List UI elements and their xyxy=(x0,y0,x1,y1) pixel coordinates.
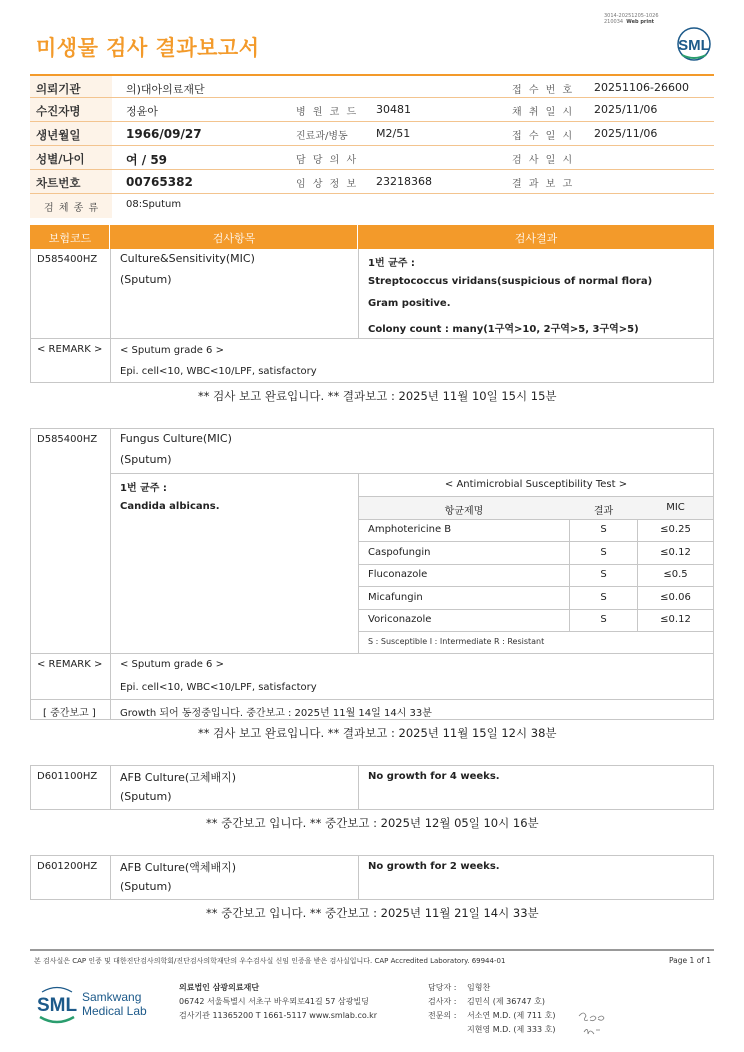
staff-role: 전문의 : xyxy=(428,1011,457,1020)
label-sex-age: 성별/나이 xyxy=(36,152,85,166)
ast-drug: Fluconazole xyxy=(368,569,428,580)
test1-result-line: Streptococcus viridans(suspicious of normal flora) xyxy=(368,276,653,287)
org-address: 06742 서울특별시 서초구 바우뫼로41길 57 삼광빌딩 xyxy=(179,997,369,1006)
test3-result: No growth for 4 weeks. xyxy=(368,771,500,782)
ast-mic: ≤0.06 xyxy=(660,592,691,603)
results-table-header xyxy=(30,225,714,249)
info-row xyxy=(30,194,714,218)
test4-block xyxy=(30,855,714,900)
test3-specimen: (Sputum) xyxy=(120,790,172,803)
label-collection-date: 채 취 일 시 xyxy=(512,107,575,118)
info-row xyxy=(30,122,714,146)
ast-header-mic: MIC xyxy=(666,502,685,513)
sml-logo-top xyxy=(674,26,714,62)
test2-code: D585400HZ xyxy=(37,434,98,445)
test4-specimen: (Sputum) xyxy=(120,880,172,893)
test2-remark-line: < Sputum grade 6 > xyxy=(120,659,224,670)
test1-remark-line: < Sputum grade 6 > xyxy=(120,345,224,356)
test1-specimen: (Sputum) xyxy=(120,273,172,286)
value-hospital-code: 30481 xyxy=(376,103,411,116)
test4-name: AFB Culture(액체배지) xyxy=(120,861,237,874)
ast-drug: Voriconazole xyxy=(368,614,432,625)
logo-name-line2: Medical Lab xyxy=(82,1004,147,1018)
web-print-label: Web print xyxy=(626,19,655,25)
footer-divider xyxy=(30,949,714,951)
test3-block xyxy=(30,765,714,810)
value-specimen-type: 08:Sputum xyxy=(126,199,182,210)
value-birth-date: 1966/09/27 xyxy=(126,127,202,141)
value-department: M2/51 xyxy=(376,127,411,140)
document-code xyxy=(604,13,659,25)
label-requesting-org: 의뢰기관 xyxy=(36,82,81,96)
value-requesting-org: 의)대아의료재단 xyxy=(126,83,205,96)
page-number: Page 1 of 1 xyxy=(669,956,712,965)
test3-code: D601100HZ xyxy=(37,771,98,782)
staff-name: 지현영 M.D. (제 333 호) xyxy=(467,1025,556,1034)
ast-legend: S : Susceptible I : Intermediate R : Resistant xyxy=(368,637,545,646)
patient-info-table xyxy=(30,74,714,218)
info-row xyxy=(30,98,714,122)
label-hospital-code: 병 원 코 드 xyxy=(296,107,359,118)
header-test-item: 검사항목 xyxy=(212,232,256,245)
ast-result: S xyxy=(600,569,607,580)
staff-role: 검사자 : xyxy=(428,997,457,1006)
sml-logo-bottom-icon xyxy=(36,984,78,1028)
test2-result-title: 1번 균주 : xyxy=(120,483,167,494)
ast-mic: ≤0.12 xyxy=(660,614,691,625)
doc-code-line2: 210034 xyxy=(604,19,624,25)
ast-mic: ≤0.12 xyxy=(660,547,691,558)
report-title: 미생물 검사 결과보고서 xyxy=(36,36,260,60)
info-row xyxy=(30,170,714,194)
ast-mic: ≤0.25 xyxy=(660,524,691,535)
ast-drug: Caspofungin xyxy=(368,547,431,558)
test2-name: Fungus Culture(MIC) xyxy=(120,432,232,445)
signature-image xyxy=(576,1008,610,1040)
org-name: 의료법인 삼광의료재단 xyxy=(179,983,260,992)
ast-result: S xyxy=(600,524,607,535)
logo-top-text: SML xyxy=(678,37,710,54)
label-birth-date: 생년월일 xyxy=(36,128,81,142)
test4-code: D601200HZ xyxy=(37,861,98,872)
label-accession-number: 접 수 번 호 xyxy=(512,85,575,96)
test1-block xyxy=(30,249,714,383)
label-receipt-date: 접 수 일 시 xyxy=(512,131,575,142)
label-chart-number: 차트번호 xyxy=(36,176,81,190)
info-row xyxy=(30,74,714,98)
logo-bottom-mark: SML xyxy=(36,995,78,1016)
value-accession-number: 20251106-26600 xyxy=(594,81,689,94)
staff-role: 담당자 : xyxy=(428,983,457,992)
test2-completion-note: ** 검사 보고 완료입니다. ** 결과보고 : 2025년 11월 15일 12시 38분 xyxy=(198,726,557,740)
staff-name: 서소연 M.D. (제 711 호) xyxy=(467,1011,556,1020)
test4-result: No growth for 2 weeks. xyxy=(368,861,500,872)
value-chart-number: 00765382 xyxy=(126,175,193,189)
value-collection-date: 2025/11/06 xyxy=(594,103,658,116)
label-patient-name: 수진자명 xyxy=(36,104,81,118)
test2-block xyxy=(30,428,714,720)
ast-mic: ≤0.5 xyxy=(663,569,688,580)
staff-name: 김민식 (제 36747 호) xyxy=(467,997,545,1006)
ast-title: < Antimicrobial Susceptibility Test > xyxy=(444,479,628,490)
test1-result-title: 1번 균주 : xyxy=(368,258,415,269)
test3-name: AFB Culture(고체배지) xyxy=(120,771,237,784)
value-clinical-info: 23218368 xyxy=(376,175,432,188)
label-department: 진료과/병동 xyxy=(296,131,348,142)
test2-interim-label: [ 중간보고 ] xyxy=(43,708,96,719)
test1-remark-line: Epi. cell<10, WBC<10/LPF, satisfactory xyxy=(120,366,317,377)
label-result-report: 결 과 보 고 xyxy=(512,179,575,190)
test2-remark-label: < REMARK > xyxy=(37,659,103,670)
header-test-result: 검사결과 xyxy=(514,232,558,245)
test2-specimen: (Sputum) xyxy=(120,453,172,466)
staff-name: 임형찬 xyxy=(467,983,491,992)
header-insurance-code: 보험코드 xyxy=(48,232,92,245)
org-contact: 검사기관 11365200 T 1661-5117 www.smlab.co.kr xyxy=(179,1011,378,1020)
test1-result-line: Gram positive. xyxy=(368,298,451,309)
logo-name-line1: Samkwang xyxy=(82,990,142,1004)
test2-organism: Candida albicans. xyxy=(120,501,220,512)
test3-interim-note: ** 중간보고 입니다. ** 중간보고 : 2025년 12월 05일 10시 16분 xyxy=(206,816,539,830)
ast-result: S xyxy=(600,547,607,558)
ast-header-result: 결과 xyxy=(593,506,614,517)
info-row xyxy=(30,146,714,170)
label-specimen-type: 검 체 종 류 xyxy=(44,203,100,214)
value-sex-age: 여 / 59 xyxy=(126,153,168,167)
ast-drug: Amphotericine B xyxy=(368,524,452,535)
label-test-date: 검 사 일 시 xyxy=(512,155,575,166)
ast-result: S xyxy=(600,614,607,625)
ast-result: S xyxy=(600,592,607,603)
value-patient-name: 정윤아 xyxy=(126,105,158,118)
doc-code-line1: 3014-20251205-1026 xyxy=(604,13,659,19)
test1-code: D585400HZ xyxy=(37,254,98,265)
test2-remark-line: Epi. cell<10, WBC<10/LPF, satisfactory xyxy=(120,682,317,693)
ast-header-drug: 항균제명 xyxy=(444,506,484,517)
value-receipt-date: 2025/11/06 xyxy=(594,127,658,140)
test1-remark-label: < REMARK > xyxy=(37,344,103,355)
test4-interim-note: ** 중간보고 입니다. ** 중간보고 : 2025년 11월 21일 14시 33분 xyxy=(206,906,539,920)
footer-accreditation-notice: 본 검사실은 CAP 인증 및 대한진단검사의학회/진단검사의학재단의 우수검사실 신임 인증을 받은 검사실입니다. CAP Accredited Laboratory. 69944-01 xyxy=(34,957,506,965)
label-clinical-info: 임 상 정 보 xyxy=(296,179,359,190)
test2-interim-text: Growth 되어 동정중입니다. 중간보고 : 2025년 11월 14일 14시 33분 xyxy=(120,708,432,719)
ast-drug: Micafungin xyxy=(368,592,423,603)
label-physician: 담 당 의 사 xyxy=(296,155,359,166)
test1-name: Culture&Sensitivity(MIC) xyxy=(120,252,255,265)
test1-completion-note: ** 검사 보고 완료입니다. ** 결과보고 : 2025년 11월 10일 15시 15분 xyxy=(198,389,557,403)
sml-logo-icon xyxy=(674,26,714,62)
test1-result-line: Colony count : many(1구역>10, 2구역>5, 3구역>5) xyxy=(368,324,639,335)
